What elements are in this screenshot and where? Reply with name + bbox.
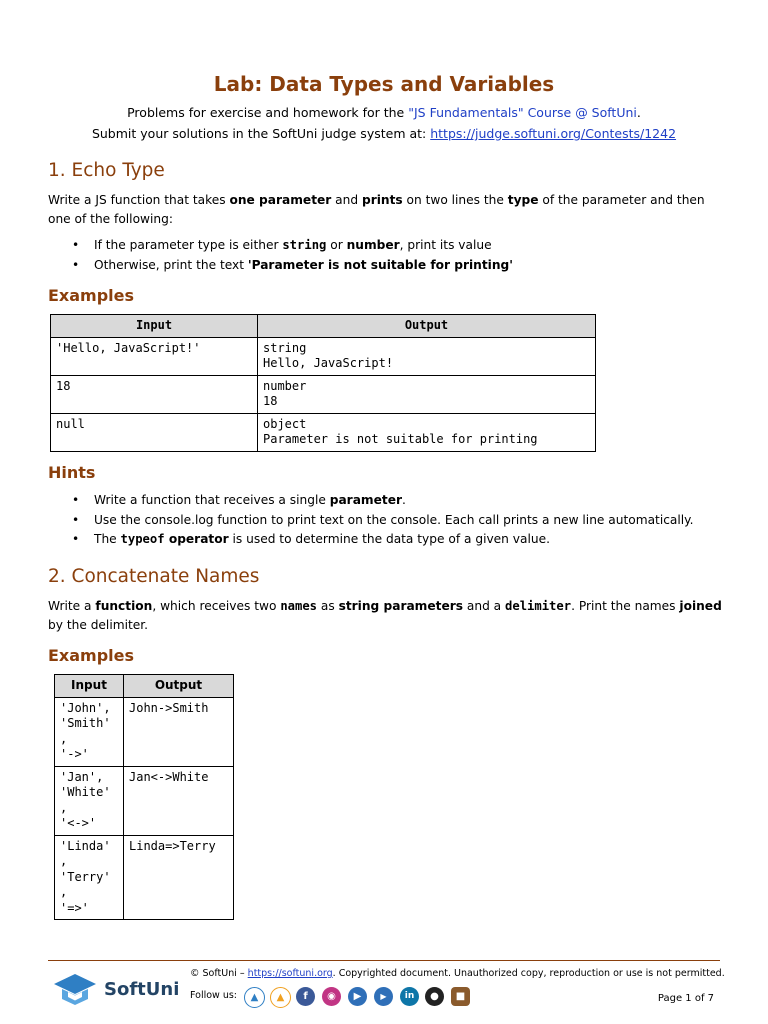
youtube-play-icon[interactable]: ▶	[374, 987, 393, 1006]
table-row	[55, 766, 234, 835]
column-header-output: Output	[258, 315, 596, 338]
page-number: Page 1 of 7	[657, 993, 714, 1004]
column-header-input: Input	[55, 675, 124, 698]
list-item: • Otherwise, print the text 'Parameter is not suitable for printing'	[48, 256, 513, 276]
softuni-icon[interactable]: ▲	[244, 987, 265, 1008]
blog-icon[interactable]: ■	[451, 987, 470, 1006]
table-row	[51, 413, 596, 451]
section-heading-echo-type: 1. Echo Type	[48, 160, 165, 181]
youtube-icon[interactable]: ▶	[348, 987, 367, 1006]
table-header-row	[55, 675, 234, 698]
section1-bullets	[48, 236, 513, 275]
input-cell: 'John', 'Smith' , '->'	[55, 697, 124, 766]
examples-heading-2: Examples	[48, 646, 135, 665]
subtitle-line-2: Submit your solutions in the SoftUni judge system at: https://judge.softuni.org/Contests/1242	[91, 126, 677, 141]
output-cell: object Parameter is not suitable for printing	[258, 413, 596, 451]
softuni-creative-icon[interactable]: ▲	[270, 987, 291, 1008]
list-item: • If the parameter type is either string or number, print its value	[48, 236, 513, 256]
table-row	[55, 697, 234, 766]
softuni-link[interactable]: https://softuni.org	[247, 968, 333, 979]
concatenate-examples-table	[54, 674, 234, 920]
column-header-output: Output	[124, 675, 234, 698]
footer-divider	[48, 960, 720, 961]
follow-us-label: Follow us:	[190, 990, 237, 1001]
hints-heading: Hints	[48, 463, 96, 482]
table-header-row	[51, 315, 596, 338]
list-item: • The typeof operator is used to determine the data type of a given value.	[48, 530, 694, 550]
input-cell: 'Jan', 'White' , '<->'	[55, 766, 124, 835]
judge-link[interactable]: https://judge.softuni.org/Contests/1242	[430, 126, 677, 141]
output-cell: John->Smith	[124, 697, 234, 766]
table-row	[55, 835, 234, 920]
facebook-icon[interactable]: f	[296, 987, 315, 1006]
softuni-cap-icon	[52, 972, 98, 1008]
instagram-icon[interactable]: ◉	[322, 987, 341, 1006]
subtitle-line-1: Problems for exercise and homework for the "JS Fundamentals" Course @ SoftUni.	[127, 105, 641, 120]
section1-description: Write a JS function that takes one parameter and prints on two lines the type of the parameter and then one of the following:	[48, 193, 705, 226]
copyright-text: © SoftUni – https://softuni.org. Copyrighted document. Unauthorized copy, reproduction or use is not permitted.	[190, 968, 725, 979]
examples-heading-1: Examples	[48, 286, 135, 305]
section-heading-concatenate-names: 2. Concatenate Names	[48, 566, 260, 587]
input-cell: 'Hello, JavaScript!'	[51, 337, 258, 375]
page-title: Lab: Data Types and Variables	[213, 72, 555, 96]
softuni-logo[interactable]	[52, 970, 182, 1010]
output-cell: string Hello, JavaScript!	[258, 337, 596, 375]
echo-type-examples-table	[50, 314, 596, 452]
linkedin-icon[interactable]: in	[400, 987, 419, 1006]
list-item: • Write a function that receives a single parameter.	[48, 491, 694, 511]
course-link[interactable]: "JS Fundamentals" Course @ SoftUni	[408, 105, 637, 120]
hints-list	[48, 491, 694, 550]
table-row	[51, 375, 596, 413]
list-item: • Use the console.log function to print text on the console. Each call prints a new line automatically.	[48, 511, 694, 531]
logo-text: SoftUni	[104, 979, 180, 1000]
output-cell: Jan<->White	[124, 766, 234, 835]
column-header-input: Input	[51, 315, 258, 338]
github-icon[interactable]: ●	[425, 987, 444, 1006]
section2-description: Write a function, which receives two names as string parameters and a delimiter. Print the names joined by the delimiter.	[48, 599, 722, 632]
input-cell: 18	[51, 375, 258, 413]
input-cell: null	[51, 413, 258, 451]
output-cell: number 18	[258, 375, 596, 413]
table-row	[51, 337, 596, 375]
output-cell: Linda=>Terry	[124, 835, 234, 920]
input-cell: 'Linda' , 'Terry' , '=>'	[55, 835, 124, 920]
